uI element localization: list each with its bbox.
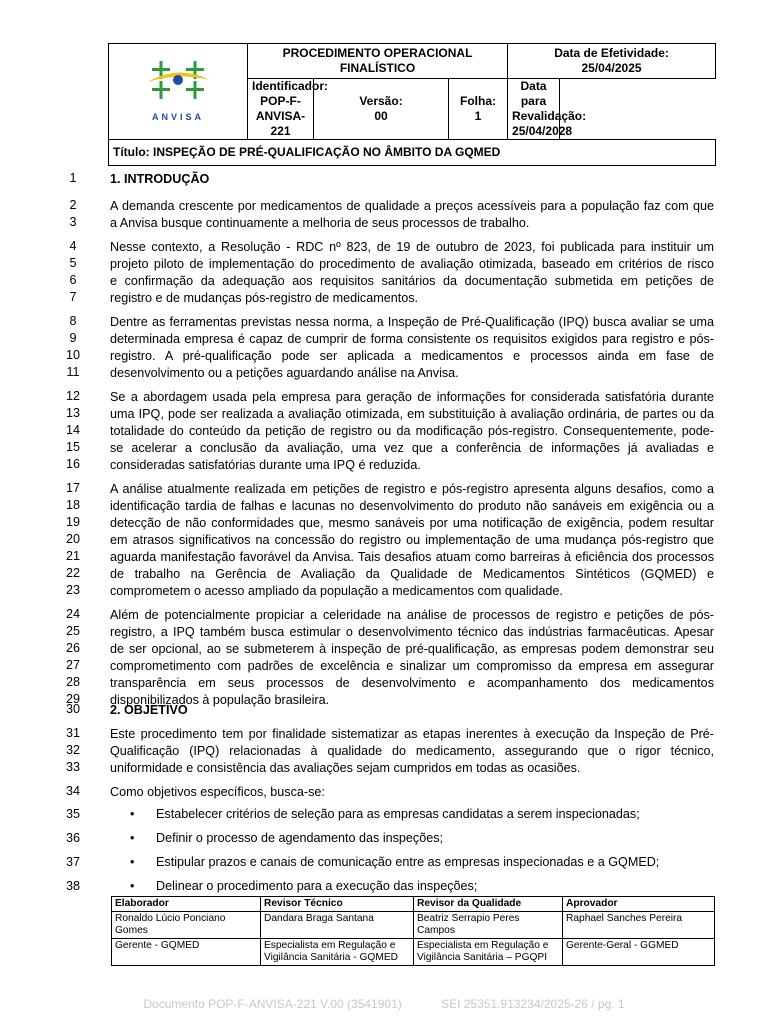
line-number: 28: [65, 675, 80, 689]
body-line: A análise atualmente realizada em petições de registro e pós-registro apresenta alguns desafios, como a: [110, 482, 714, 496]
identifier-value: POP-F-ANVISA-221: [255, 94, 306, 138]
line-number: 16: [65, 457, 80, 471]
body-line: registro e de mudanças pós-registro de medicamentos.: [110, 291, 418, 305]
line-number: 12: [65, 389, 80, 403]
body-line: transparência em seus processos de desenvolvimento e acompanhamento dos medicamentos: [110, 676, 714, 690]
line-number: 3: [69, 215, 77, 229]
line-number: 37: [65, 855, 80, 869]
revalidation-label: Data para Revalidação:: [512, 79, 587, 123]
body-line: Como objetivos específicos, busca-se:: [110, 785, 325, 799]
bullet-icon: •: [130, 831, 135, 845]
body-line: de trabalho na Gerência de Avaliação da Qualidade de Medicamentos Sintéticos (GQMED) e: [110, 567, 714, 581]
line-number: 30: [65, 702, 80, 716]
body-line: Nesse contexto, a Resolução - RDC nº 823, de 19 de outubro de 2023, foi publicada para instituir um: [110, 240, 714, 254]
line-number: 23: [65, 583, 80, 597]
effective-date: 25/04/2025: [581, 61, 642, 75]
body-line: Além de potencialmente propiciar a celeridade na análise de processos de registro e petições de pós-: [110, 608, 714, 622]
line-number: 38: [65, 879, 80, 893]
body-line: A demanda crescente por medicamentos de qualidade a preços acessíveis para a população faz com que: [110, 199, 714, 213]
line-number: 5: [69, 256, 77, 270]
line-number: 1: [69, 171, 77, 185]
body-line: a Anvisa busque continuamente a melhoria de seus processos de trabalho.: [110, 216, 530, 230]
section-heading: 2. OBJETIVO: [110, 703, 188, 717]
line-number: 15: [65, 440, 80, 454]
body-line: Este procedimento tem por finalidade sistematizar as etapas inerentes à execução da Inspeção de Pré-: [110, 727, 714, 741]
line-number: 36: [65, 831, 80, 845]
bullet-item: Estabelecer critérios de seleção para as empresas candidatas a serem inspecionadas;: [156, 807, 640, 821]
sheet-value: 1: [474, 109, 482, 123]
line-number: 6: [69, 273, 77, 287]
body-line: consideradas satisfatórias durante uma IPQ é reduzida.: [110, 458, 421, 472]
sheet-cell: [449, 79, 508, 140]
body-line: e confirmação da adequação aos requisitos sanitários da documentação submetida em petições de: [110, 274, 714, 288]
body-line: registro. A pré-qualificação pode ser aplicada a medicamentos e processos ainda em fase de: [110, 349, 714, 363]
line-number: 31: [65, 726, 80, 740]
footer-sei-reference: SEI 25351.913234/2025-26 / pg. 1: [441, 997, 625, 1011]
line-number: 19: [65, 515, 80, 529]
body-line: identificação tardia de falhas e lacunas no desenvolvimento do produto não sanáveis em exigência ou a: [110, 499, 714, 513]
body-line: registro, a IPQ também busca estimular o desenvolvimento técnico das indústrias farmacêuticas. Apesar: [110, 625, 714, 639]
signature-role: Gerente - GQMED: [112, 939, 261, 966]
signature-header-row: [112, 897, 715, 912]
signature-names-row: [112, 912, 715, 939]
body-line: em atrasos significativos na concessão do registro ou implementação de uma mudança pós-registro que: [110, 533, 714, 547]
line-number: 20: [65, 532, 80, 546]
version-label: Versão:: [359, 94, 403, 108]
signature-header: Revisor da Qualidade: [414, 897, 563, 912]
line-number: 21: [65, 549, 80, 563]
bullet-icon: •: [130, 807, 135, 821]
sheet-label: Folha:: [460, 94, 497, 108]
line-number: 14: [65, 423, 80, 437]
line-number: 7: [69, 290, 77, 304]
body-line: projeto piloto de implementação do procedimento de avaliação otimizada, baseado em critérios de risco: [110, 257, 714, 271]
document-title: Título: INSPEÇÃO DE PRÉ-QUALIFICAÇÃO NO ÂMBITO DA GQMED: [109, 140, 716, 166]
anvisa-logo: [109, 44, 248, 140]
signature-header: Aprovador: [563, 897, 715, 912]
line-number: 4: [69, 239, 77, 253]
body-line: se acelerar a conclusão da avaliação, uma vez que a conferência de informações já avaliadas e: [110, 441, 714, 455]
bullet-icon: •: [130, 855, 135, 869]
line-number: 26: [65, 641, 80, 655]
line-number: 17: [65, 481, 80, 495]
logo-text: ANVISA: [151, 112, 204, 122]
signature-name: Ronaldo Lúcio Ponciano Gomes: [112, 912, 261, 939]
body-line: detecção de não conformidades que, mesmo sanáveis por uma notificação de exigência, podem resultar: [110, 516, 714, 530]
body-line: Qualificação (IPQ) relacionadas à qualidade do medicamento, assegurando que o rigor técnico,: [110, 744, 714, 758]
body-line: desenvolvimento ou a petições aguardando análise na Anvisa.: [110, 366, 459, 380]
signature-role: Especialista em Regulação e Vigilância Sanitária - GQMED: [261, 939, 414, 966]
version-cell: [314, 79, 449, 140]
line-number: 25: [65, 624, 80, 638]
line-number: 10: [65, 348, 80, 362]
line-number: 33: [65, 760, 80, 774]
line-number: 34: [65, 784, 80, 798]
body-line: comprometem o acesso ampliado da população a medicamentos com qualidade.: [110, 584, 563, 598]
section-heading: 1. INTRODUÇÃO: [110, 172, 210, 186]
body-line: Se a abordagem usada pela empresa para geração de informações for considerada satisfatória durante: [110, 390, 714, 404]
line-number: 24: [65, 607, 80, 621]
line-number: 18: [65, 498, 80, 512]
identifier-cell: [248, 79, 329, 140]
bullet-item: Estipular prazos e canais de comunicação entre as empresas inspecionadas e a GQMED;: [156, 855, 660, 869]
signature-role: Especialista em Regulação e Vigilância Sanitária – PGQPI: [414, 939, 563, 966]
body-line: totalidade do conteúdo da petição de registro ou da modificação pós-registro. Consequentemente, pode-: [110, 424, 714, 438]
line-number: 8: [69, 314, 77, 328]
body-line: determinada empresa é capaz de cumprir de forma consistente os requisitos exigidos para registro e pós-: [110, 332, 714, 346]
body-line: uma IPQ, pode ser realizada a avaliação otimizada, em substituição à avaliação ordinária, de partes ou da: [110, 407, 714, 421]
line-number: 11: [66, 365, 80, 379]
footer-document-id: Documento POP-F-ANVISA-221 V.00 (3541901): [143, 997, 402, 1011]
page-footer: [0, 997, 768, 1011]
line-number: 22: [65, 566, 80, 580]
revalidation-cell: [508, 79, 587, 140]
body-line: aguarda manifestação favorável da Anvisa. Tais desafios atuam como barreiras à eficiência dos processos: [110, 550, 714, 564]
line-number: 2: [69, 198, 77, 212]
procedure-title: PROCEDIMENTO OPERACIONAL FINALÍSTICO: [248, 44, 508, 79]
effective-date-cell: [508, 44, 716, 79]
signature-roles-row: [112, 939, 715, 966]
body-line: comprometimento com padrões de excelência e sinalizar um compromisso da empresa em assegurar: [110, 659, 714, 673]
bullet-icon: •: [130, 879, 135, 893]
signature-name: Beatriz Serrapio Peres Campos: [414, 912, 563, 939]
line-number: 13: [65, 406, 80, 420]
body-line: uniformidade e consistência das avaliações sejam cumpridos em todas as ocasiões.: [110, 761, 581, 775]
bullet-item: Delinear o procedimento para a execução das inspeções;: [156, 879, 478, 893]
line-number: 32: [65, 743, 80, 757]
signature-name: Raphael Sanches Pereira: [563, 912, 715, 939]
revalidation-date: 25/04/2028: [512, 124, 573, 138]
line-number: 35: [65, 807, 80, 821]
signature-name: Dandara Braga Santana: [261, 912, 414, 939]
body-line: de ser opcional, ao se submeterem à inspeção de pré-qualificação, as empresas podem demonstrar seu: [110, 642, 714, 656]
signature-table: [111, 896, 714, 966]
line-number: 27: [65, 658, 80, 672]
version-value: 00: [374, 109, 388, 123]
bullet-item: Definir o processo de agendamento das inspeções;: [156, 831, 444, 845]
signature-role: Gerente-Geral - GGMED: [563, 939, 715, 966]
anvisa-logo-icon: [138, 58, 218, 108]
signature-header: Elaborador: [112, 897, 261, 912]
line-number: 9: [69, 331, 77, 345]
document-header: [108, 43, 715, 159]
body-line: Dentre as ferramentas previstas nessa norma, a Inspeção de Pré-Qualificação (IPQ) busca avaliar se uma: [110, 315, 714, 329]
line-number: 29: [65, 692, 80, 706]
body-line: disponibilizados à população brasileira.: [110, 693, 330, 707]
identifier-label: Identificador:: [252, 79, 329, 93]
signature-header: Revisor Técnico: [261, 897, 414, 912]
effective-label: Data de Efetividade:: [554, 46, 669, 60]
